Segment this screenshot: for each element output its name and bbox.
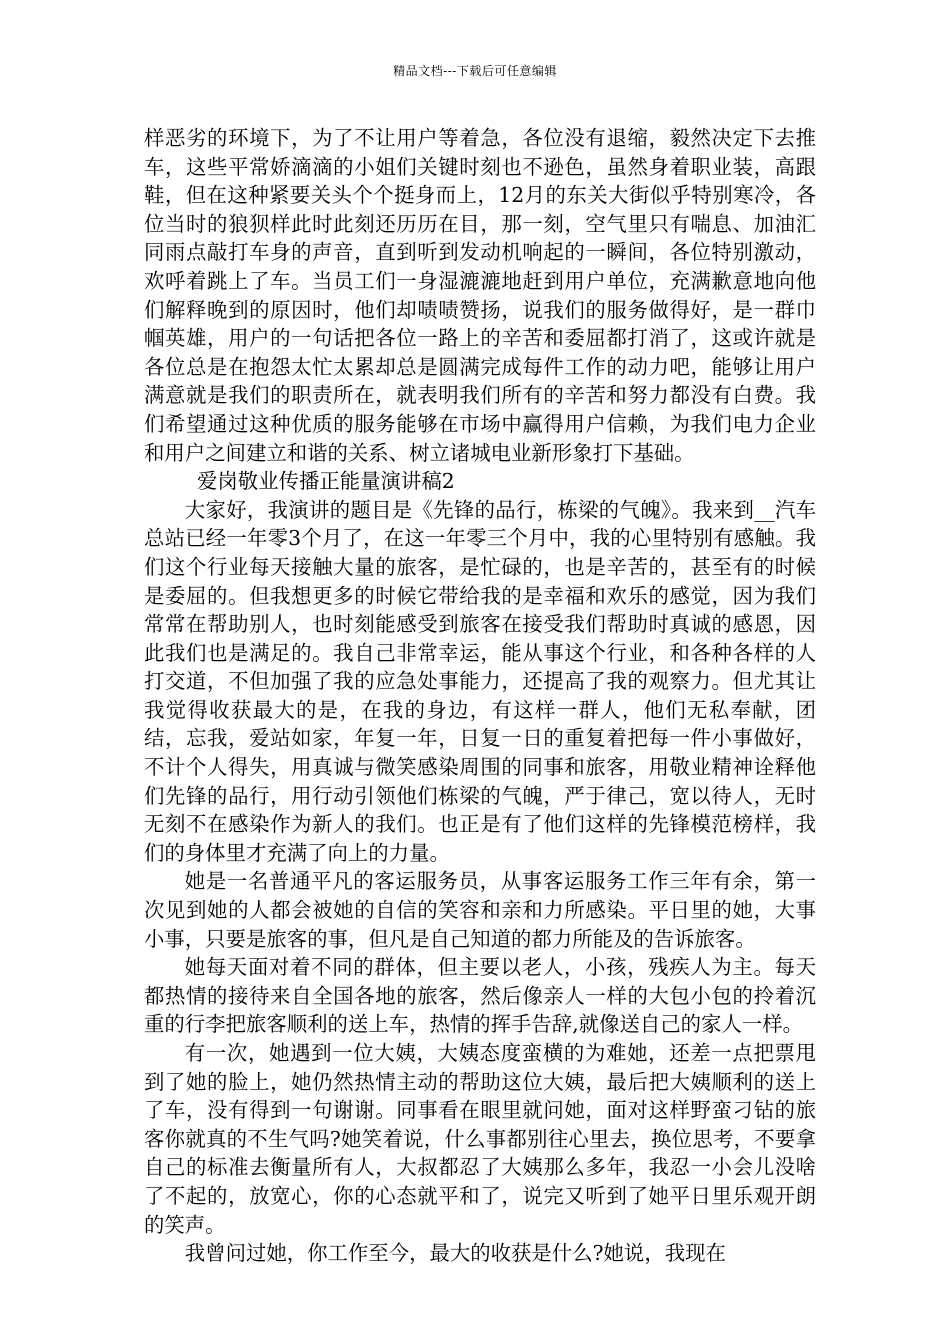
paragraph-5: 有一次，她遇到一位大姨，大姨态度蛮横的为难她，还差一点把票甩到了她的脸上，她仍然热情主动的帮助这位大姨，最后把大姨顺利的送上了车，没有得到一句谢谢。同事看在眼里就问她，面对这样野蛮刁钻的旅客你就真的不生气吗?她笑着说，什么事都别往心里去，换位思考，不要拿自己的标准去衡量所有人，大叔都忍了大姨那么多年，我忍一小会儿没啥了不起的，放宽心，你的心态就平和了，说完又听到了她平日里乐观开朗的笑声。: [144, 1041, 816, 1237]
paragraph-4: 她每天面对着不同的群体，但主要以老人，小孩，残疾人为主。每天都热情的接待来自全国各地的旅客，然后像亲人一样的大包小包的拎着沉重的行李把旅客顺利的送上车，热情的挥手告辞,就像送自己的家人一样。: [144, 955, 816, 1037]
paragraph-6: 我曾问过她，你工作至今，最大的收获是什么?她说，我现在: [184, 1241, 726, 1266]
paragraph-2: 大家好，我演讲的题目是《先锋的品行，栋梁的气魄》。我来到__汽车总站已经一年零3个月了，在这一年零三个月中，我的心里特别有感触。我们这个行业每天接触大量的旅客，是忙碌的，也是辛苦的，甚至有的时候是委屈的。但我想更多的时候它带给我的是幸福和欢乐的感觉，因为我们常常在帮助别人，也时刻能感受到旅客在接受我们帮助时真诚的感恩，因此我们也是满足的。我自己非常幸运，能从事这个行业，和各种各样的人打交道，不但加强了我的应急处事能力，还提高了我的观察力。但尤其让我觉得收获最大的是，在我的身边，有这样一群人，他们无私奉献，团结，忘我，爱站如家，年复一年，日复一日的重复着把每一件小事做好，不计个人得失，用真诚与微笑感染周围的同事和旅客，用敬业精神诠释他们先锋的品行，用行动引领他们栋梁的气魄，严于律己，宽以待人，无时无刻不在感染作为新人的我们。也正是有了他们这样的先锋模范榜样，我们的身体里才充满了向上的力量。: [144, 497, 816, 865]
section-heading: 爱岗敬业传播正能量演讲稿2: [197, 469, 455, 494]
page-header: 精品文档---下载后可任意编辑: [393, 64, 557, 78]
document-body: [144, 124, 816, 1268]
paragraph-1: 样恶劣的环境下，为了不让用户等着急，各位没有退缩，毅然决定下去推车，这些平常娇滴滴的小姐们关键时刻也不逊色，虽然身着职业装，高跟鞋，但在这种紧要关头个个挺身而上，12月的东关大街似乎特别寒冷，各位当时的狼狈样此时此刻还历历在目，那一刻，空气里只有喘息、加油汇同雨点敲打车身的声音，直到听到发动机响起的一瞬间，各位特别激动，欢呼着跳上了车。当员工们一身湿漉漉地赶到用户单位，充满歉意地向他们解释晚到的原因时，他们却啧啧赞扬，说我们的服务做得好，是一群巾帼英雄，用户的一句话把各位一路上的辛苦和委屈都打消了，这或许就是各位总是在抱怨太忙太累却总是圆满完成每件工作的动力吧，能够让用户满意就是我们的职责所在，就表明我们所有的辛苦和努力都没有白费。我们希望通过这种优质的服务能够在市场中赢得用户信赖，为我们电力企业和用户之间建立和谐的关系、树立诸城电业新形象打下基础。: [144, 126, 816, 465]
paragraph-3: 她是一名普通平凡的客运服务员，从事客运服务工作三年有余，第一次见到她的人都会被她的自信的笑容和亲和力所感染。平日里的她，大事小事，只要是旅客的事，但凡是自己知道的都力所能及的告诉旅客。: [144, 869, 816, 951]
